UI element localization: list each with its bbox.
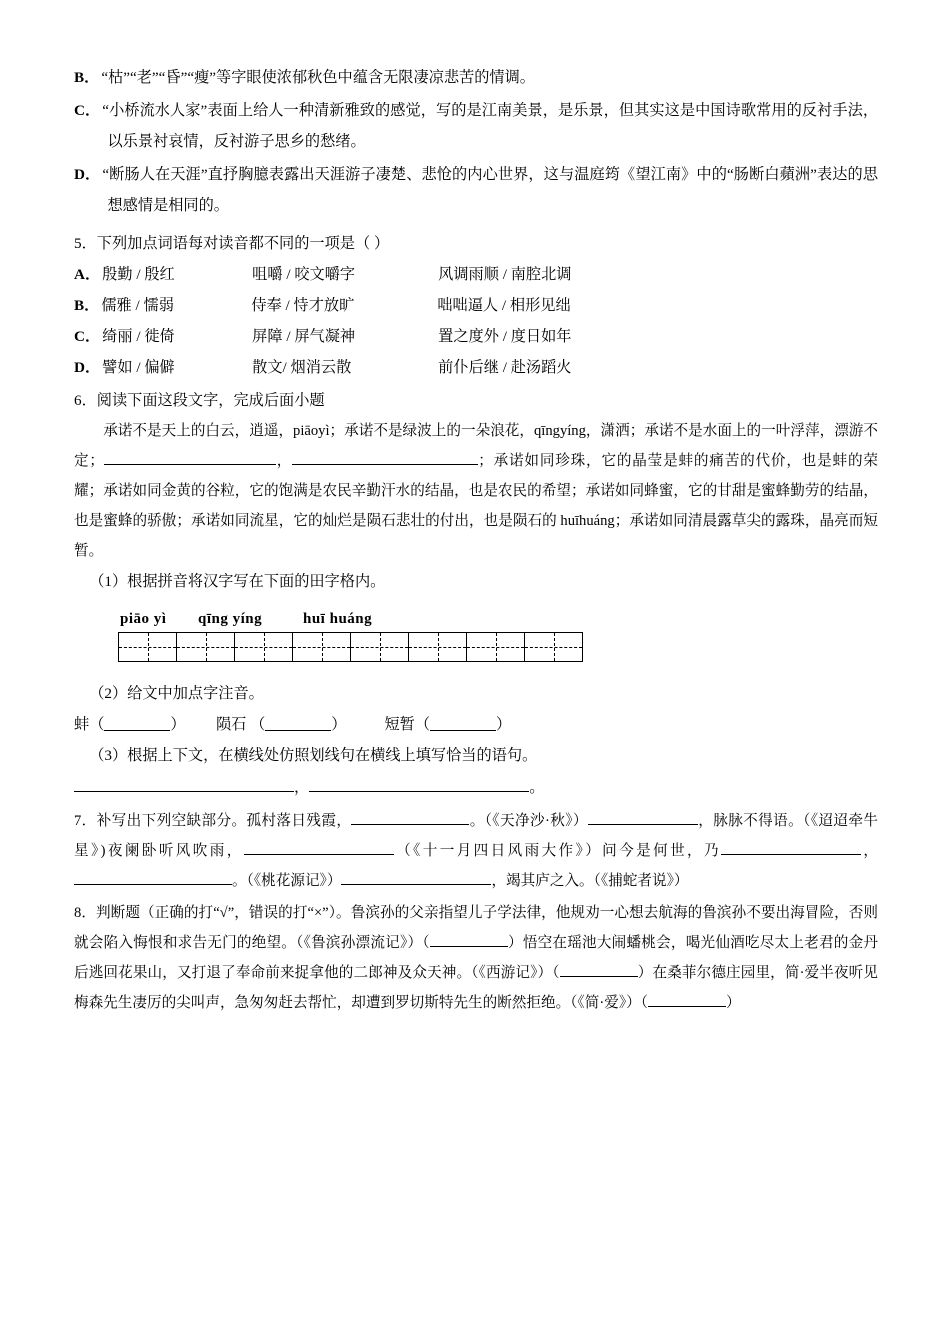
note-paren-left-3: （ xyxy=(414,716,431,733)
question-7 xyxy=(74,806,878,896)
question-5-option-b-label: B． xyxy=(74,297,100,314)
question-5-option-a-col3: 风调雨顺 / 南腔北调 xyxy=(438,266,572,283)
q7-blank-1[interactable] xyxy=(351,809,469,825)
option-b-text: “枯”“老”“昏”“瘦”等字眼使浓郁秋色中蕴含无限凄凉悲苦的情调。 xyxy=(101,69,535,86)
note-char-3: 短暂 xyxy=(384,716,415,733)
answer-line-2[interactable] xyxy=(309,775,529,792)
question-5-option-a-col1: 殷勤 / 殷红 xyxy=(102,266,175,283)
question-6-number: 6． xyxy=(74,392,97,409)
question-6-passage: 承诺不是天上的白云，逍遥，piāoyì；承诺不是绿波上的一朵浪花，qīngyíng，潇洒；承诺不是水面上的一叶浮萍，漂游不定； ， ；承诺如同珍珠，它的晶莹是蚌的痛苦的代价，也是蚌的荣耀；承诺如同金黄的谷粒，它的饱满是农民辛勤汗水的结晶，也是农民的希望；承诺如同蜂蜜，它的甘甜是蜜蜂勤劳的结晶，也是蜜蜂的骄傲；承诺如同流星，它的灿烂是陨石悲壮的付出，也是陨石的 huīhuáng；承诺如同清晨露草尖的露珠，晶亮而短暂。 xyxy=(74,423,878,559)
tianzige-table[interactable] xyxy=(118,632,583,662)
question-6-stem: 阅读下面这段文字，完成后面小题 xyxy=(96,392,325,409)
tianzige-row[interactable] xyxy=(119,633,583,662)
pinyin-2: qīng yíng xyxy=(198,611,263,627)
question-8-number: 8． xyxy=(74,905,97,921)
question-6-sub1: （1）根据拼音将汉字写在下面的田字格内。 xyxy=(89,573,386,590)
question-5-option-d-label: D． xyxy=(74,359,101,376)
question-6-sub2: （2）给文中加点字注音。 xyxy=(89,685,264,702)
question-6-注音-row xyxy=(74,709,878,740)
q7-blank-3[interactable] xyxy=(244,839,394,855)
question-7-seg3: ，脉脉不得语。（《迢迢牵牛星》)夜阑卧听风吹雨， xyxy=(74,813,878,859)
question-5-option-b-col2: 侍奉 / 恃才放旷 xyxy=(251,297,355,314)
question-7-seg5: ， xyxy=(861,843,878,859)
question-6-passage-part1: 承诺不是天上的白云，逍遥，piāoyì；承诺不是绿波上的一朵浪花，qīngyíng，潇洒；承诺不是水面上的一叶浮萍，漂游不定； xyxy=(74,423,878,469)
note-blank-2[interactable] xyxy=(265,715,331,732)
option-c xyxy=(74,95,878,157)
question-7-number: 7． xyxy=(74,813,97,829)
q7-blank-2[interactable] xyxy=(588,809,698,825)
question-6-sub3: （3）根据上下文，在横线处仿照划线句在横线上填写恰当的语句。 xyxy=(89,747,538,764)
question-6-passage-part2: ；承诺如同珍珠，它的晶莹是蚌的痛苦的代价，也是蚌的荣耀；承诺如同金黄的谷粒，它的饱满是农民辛勤汗水的结晶，也是农民的希望；承诺如同蜂蜜，它的甘甜是蜜蜂勤劳的结晶，也是蜜蜂的骄傲；承诺如同流星，它的灿烂是陨石悲壮的付出，也是陨石的 huīhuáng；承诺如同清晨露草尖的露珠，晶亮而短暂。 xyxy=(74,453,878,559)
question-5 xyxy=(74,228,878,383)
tianzige-grid[interactable] xyxy=(74,632,878,662)
tianzige-cell[interactable] xyxy=(467,633,525,662)
note-paren-left-1: （ xyxy=(89,716,105,733)
question-5-option-b-col1: 儒雅 / 懦弱 xyxy=(101,297,174,314)
question-8-text1: 判断题（正确的打“√”，错误的打“×”）。鲁滨孙的父亲指望儿子学法律，他规劝一心想去航海的鲁滨孙不要出海冒险，否则就会陷入悔恨和求告无门的绝望。（《鲁滨孙漂流记》）（ xyxy=(74,905,878,951)
option-d-label: D． xyxy=(74,166,101,183)
q8-blank-2[interactable] xyxy=(560,961,638,977)
question-7-seg1: 补写出下列空缺部分。孤村落日残霞， xyxy=(96,813,352,829)
note-blank-1[interactable] xyxy=(104,715,170,732)
q8-blank-1[interactable] xyxy=(430,931,508,947)
q7-blank-5[interactable] xyxy=(74,869,192,885)
option-c-label: C． xyxy=(74,102,101,119)
question-5-stem: 下列加点词语每对读音都不同的一项是（ ） xyxy=(96,235,390,252)
option-d-text: “断肠人在天涯”直抒胸臆表露出天涯游子凄楚、悲怆的内心世界，这与温庭筠《望江南》中的“肠断白蘋洲”表达的思想感情是相同的。 xyxy=(102,166,879,214)
pinyin-3: huī huáng xyxy=(303,611,373,627)
question-5-option-d-col3: 前仆后继 / 赴汤蹈火 xyxy=(438,359,572,376)
question-8-body xyxy=(74,898,878,1018)
passage-blank-1[interactable] xyxy=(104,449,276,465)
question-5-option-a xyxy=(74,259,878,290)
tianzige-cell[interactable] xyxy=(119,633,177,662)
pinyin-labels xyxy=(74,611,878,628)
question-7-body xyxy=(74,806,878,896)
tianzige-cell[interactable] xyxy=(293,633,351,662)
option-d xyxy=(74,159,878,221)
tianzige-cell[interactable] xyxy=(351,633,409,662)
question-8-text3: ）在桑菲尔德庄园里，简·爱半夜听见梅森先生凄厉的尖叫声，急匆匆赶去帮忙，却遭到罗切斯特先生的断然拒绝。（《简·爱》）（ xyxy=(74,965,878,1011)
passage-blank-2[interactable] xyxy=(292,449,478,465)
answer-line-1[interactable] xyxy=(74,775,294,792)
question-5-option-c-col1: 绮丽 / 徙倚 xyxy=(102,328,175,345)
question-5-option-d-col2: 散文/ 烟消云散 xyxy=(252,359,352,376)
note-paren-right-3: ） xyxy=(496,716,512,733)
question-5-option-c xyxy=(74,321,878,352)
option-b xyxy=(74,62,878,93)
question-5-option-b-col3: 咄咄逼人 / 相形见绌 xyxy=(437,297,571,314)
note-char-2: 陨石 xyxy=(215,716,247,733)
note-char-1: 蚌 xyxy=(74,716,90,733)
q8-blank-3[interactable] xyxy=(648,991,726,1007)
q7-blank-4[interactable] xyxy=(721,839,861,855)
question-5-option-c-col2: 屏障 / 屏气凝神 xyxy=(252,328,356,345)
question-8 xyxy=(74,898,878,1018)
question-5-option-d-col1: 譬如 / 偏僻 xyxy=(102,359,175,376)
question-5-option-c-label: C． xyxy=(74,328,101,345)
question-6-answer-lines: ， 。 xyxy=(74,771,878,804)
question-8-text4: ） xyxy=(726,995,741,1011)
question-7-seg6: 。（《桃花源记》） xyxy=(232,873,342,889)
question-5-option-a-col2: 咀嚼 / 咬文嚼字 xyxy=(252,266,356,283)
question-8-text2: ）悟空在瑶池大闹蟠桃会，喝光仙酒吃尽太上老君的金丹后逃回花果山，又打退了奉命前来捉拿他的二郎神及众天神。（《西游记》）（ xyxy=(74,935,878,981)
question-6 xyxy=(74,385,878,804)
question-5-option-a-label: A． xyxy=(74,266,101,283)
question-5-option-b xyxy=(74,290,878,321)
option-c-text: “小桥流水人家”表面上给人一种清新雅致的感觉，写的是江南美景，是乐景，但其实这是中国诗歌常用的反衬手法，以乐景衬哀情，反衬游子思乡的愁绪。 xyxy=(102,102,879,150)
tianzige-cell[interactable] xyxy=(525,633,583,662)
note-paren-left-2: （ xyxy=(250,716,266,733)
note-blank-3[interactable] xyxy=(430,715,496,732)
question-7-seg7: ，竭其庐之入。（《捕蛇者说》） xyxy=(491,873,689,889)
question-5-number: 5． xyxy=(74,235,97,252)
question-5-stem-row xyxy=(74,228,878,259)
tianzige-cell[interactable] xyxy=(235,633,293,662)
q7-blank-5b[interactable] xyxy=(192,869,232,885)
option-b-label: B． xyxy=(74,69,100,86)
question-5-option-d xyxy=(74,352,878,383)
question-6-stem-row xyxy=(74,385,878,416)
note-paren-right-2: ） xyxy=(331,716,347,733)
question-5-option-c-col3: 置之度外 / 度日如年 xyxy=(438,328,572,345)
pinyin-1: piāo yì xyxy=(120,611,167,627)
question-7-seg4: （《十一月四日风雨大作》）问今是何世，乃 xyxy=(393,843,722,859)
q7-blank-6[interactable] xyxy=(341,869,491,885)
question-7-seg2: 。（《天净沙·秋》） xyxy=(469,813,588,829)
tianzige-cell[interactable] xyxy=(409,633,467,662)
tianzige-cell[interactable] xyxy=(177,633,235,662)
note-paren-right-1: ） xyxy=(170,716,186,733)
